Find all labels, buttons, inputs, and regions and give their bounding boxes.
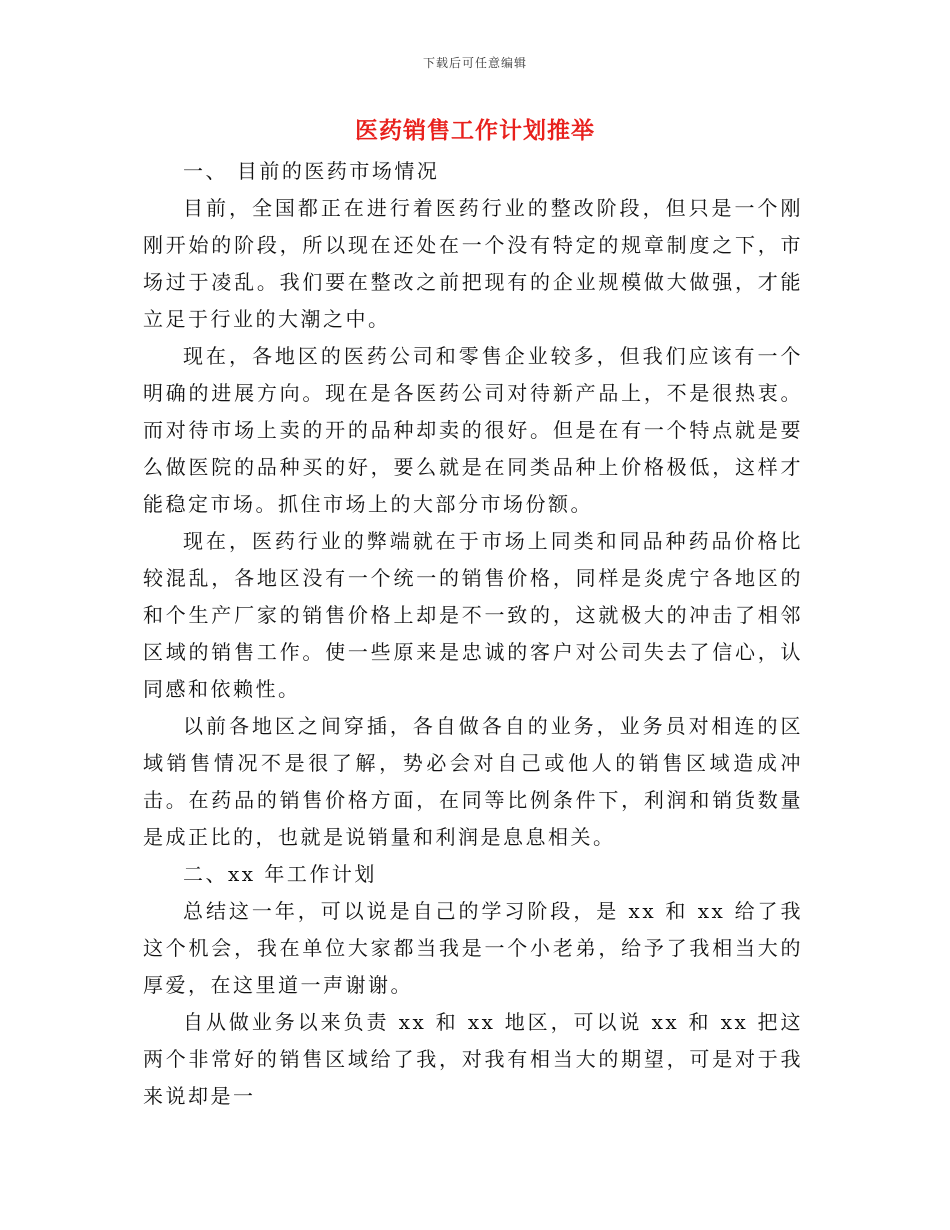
section-heading-1: 一、 目前的医药市场情况 [183,159,440,183]
document-body [143,153,803,1115]
paragraph: 总结这一年，可以说是自己的学习阶段，是 xx 和 xx 给了我这个机会，我在单位大家都当我是一个小老弟，给予了我相当大的厚爱，在这里道一声谢谢。 [143,899,803,997]
paragraph: 现在，各地区的医药公司和零售企业较多，但我们应该有一个明确的进展方向。现在是各医药公司对待新产品上，不是很热衷。而对待市场上卖的开的品种却卖的很好。但是在有一个特点就是要么做医院的品种买的好，要么就是在同类品种上价格极低，这样才能稳定市场。抓住市场上的大部分市场份额。 [143,344,803,516]
header-note: 下载后可任意编辑 [422,56,527,70]
paragraph: 现在，医药行业的弊端就在于市场上同类和同品种药品价格比较混乱，各地区没有一个统一的销售价格，同样是炎虎宁各地区的和个生产厂家的销售价格上却是不一致的，这就极大的冲击了相邻区域的销售工作。使一些原来是忠诚的客户对公司失去了信心，认同感和依赖性。 [143,529,803,701]
paragraph: 自从做业务以来负责 xx 和 xx 地区，可以说 xx 和 xx 把这两个非常好的销售区域给了我，对我有相当大的期望，可是对于我来说却是一 [143,1010,803,1108]
paragraph: 以前各地区之间穿插，各自做各自的业务，业务员对相连的区域销售情况不是很了解，势必会对自己或他人的销售区域造成冲击。在药品的销售价格方面，在同等比例条件下，利润和销货数量是成正比的，也就是说销量和利润是息息相关。 [143,714,803,849]
section-heading-2: 二、xx 年工作计划 [183,862,377,886]
document-title: 医药销售工作计划推举 [355,117,595,144]
paragraph: 目前，全国都正在进行着医药行业的整改阶段，但只是一个刚刚开始的阶段，所以现在还处在一个没有特定的规章制度之下，市场过于凌乱。我们要在整改之前把现有的企业规模做大做强，才能立足于行业的大潮之中。 [143,196,803,331]
